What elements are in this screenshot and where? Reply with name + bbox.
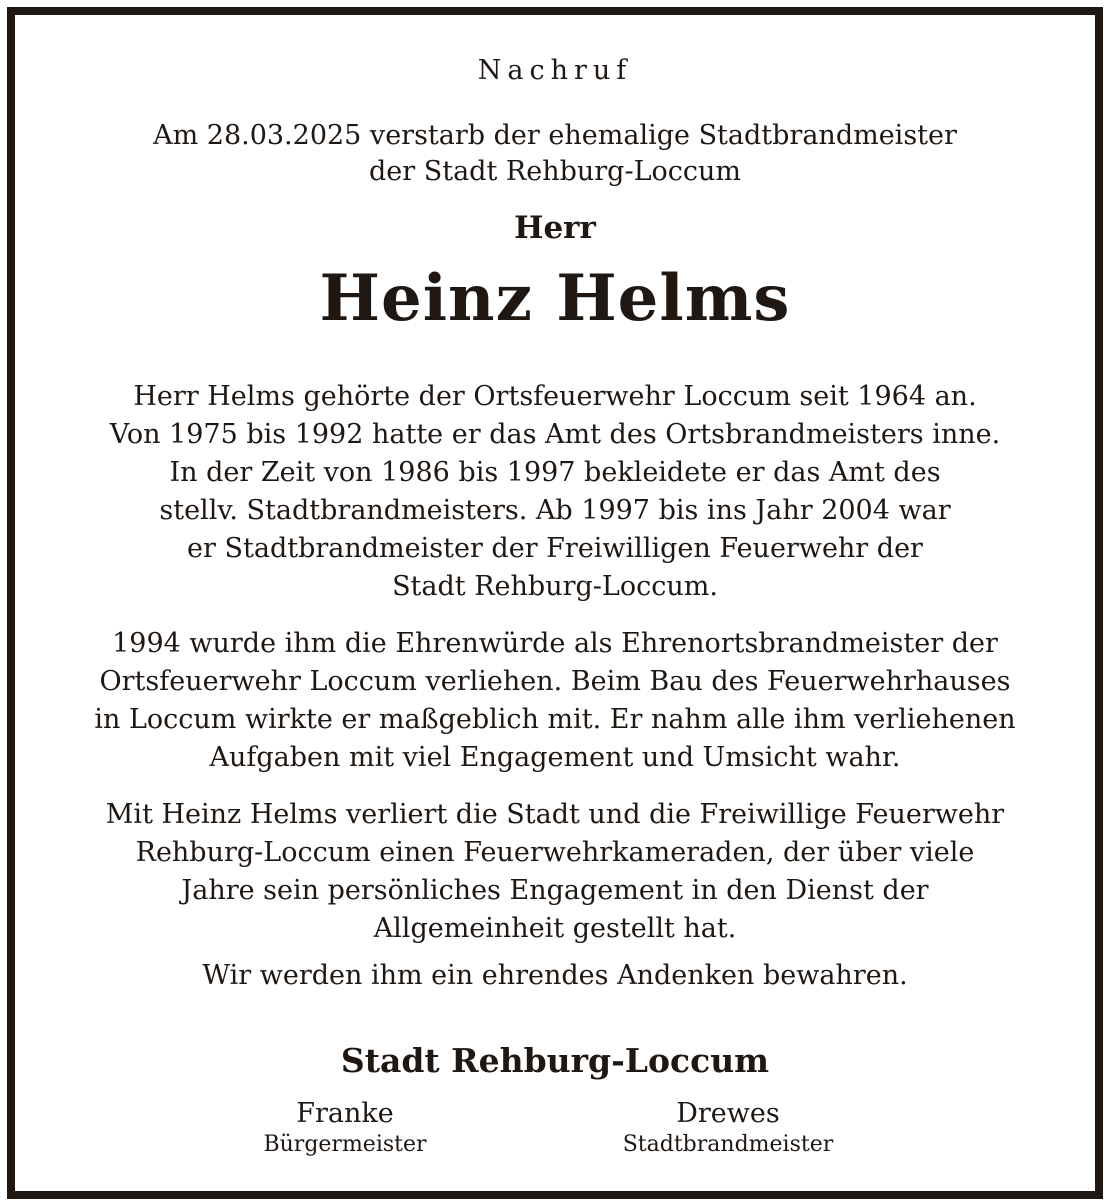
paragraph-1-line: Stadt Rehburg-Loccum. bbox=[392, 571, 718, 602]
paragraph-1-line: er Stadtbrandmeister der Freiwilligen Feuerwehr der bbox=[187, 533, 923, 564]
paragraph-1-line: In der Zeit von 1986 bis 1997 bekleidete er das Amt des bbox=[169, 457, 941, 488]
paragraph-3-line: Jahre sein persönliches Engagement in den Dienst der bbox=[181, 875, 929, 906]
signatory-name: Franke bbox=[296, 1098, 394, 1129]
deceased-name: Heinz Helms bbox=[319, 261, 791, 336]
signatory-franke bbox=[185, 1098, 505, 1160]
obituary-notice bbox=[7, 7, 1103, 1199]
paragraph-1-line: stellv. Stadtbrandmeisters. Ab 1997 bis ins Jahr 2004 war bbox=[159, 495, 951, 526]
signatory-title: Bürgermeister bbox=[263, 1132, 427, 1157]
paragraph-3-line: Allgemeinheit gestellt hat. bbox=[373, 913, 737, 944]
paragraph-1-line: Herr Helms gehörte der Ortsfeuerwehr Loccum seit 1964 an. bbox=[133, 381, 977, 412]
intro-line: Am 28.03.2025 verstarb der ehemalige Stadtbrandmeister bbox=[153, 120, 957, 151]
paragraph-2-line: in Loccum wirkte er maßgeblich mit. Er nahm alle ihm verliehenen bbox=[94, 704, 1016, 735]
paragraph-2-line: Aufgaben mit viel Engagement und Umsicht wahr. bbox=[209, 742, 901, 773]
signatory-title: Stadtbrandmeister bbox=[622, 1132, 834, 1157]
paragraph-2-line: 1994 wurde ihm die Ehrenwürde als Ehrenortsbrandmeister der bbox=[112, 628, 998, 659]
salutation: Herr bbox=[514, 210, 596, 246]
signatory-name: Drewes bbox=[676, 1098, 780, 1129]
signatory-drewes bbox=[568, 1098, 888, 1160]
organization-name: Stadt Rehburg-Loccum bbox=[340, 1041, 770, 1080]
paragraph-3-line: Rehburg-Loccum einen Feuerwehrkameraden, der über viele bbox=[135, 837, 975, 868]
notice-caption: Nachruf bbox=[477, 55, 633, 86]
paragraph-2-line: Ortsfeuerwehr Loccum verliehen. Beim Bau des Feuerwehrhauses bbox=[99, 666, 1011, 697]
intro-line: der Stadt Rehburg-Loccum bbox=[368, 156, 741, 187]
paragraph-3-line: Mit Heinz Helms verliert die Stadt und die Freiwillige Feuerwehr bbox=[105, 799, 1005, 830]
closing-line: Wir werden ihm ein ehrendes Andenken bewahren. bbox=[202, 960, 908, 991]
paragraph-1-line: Von 1975 bis 1992 hatte er das Amt des Ortsbrandmeisters inne. bbox=[109, 419, 1001, 450]
